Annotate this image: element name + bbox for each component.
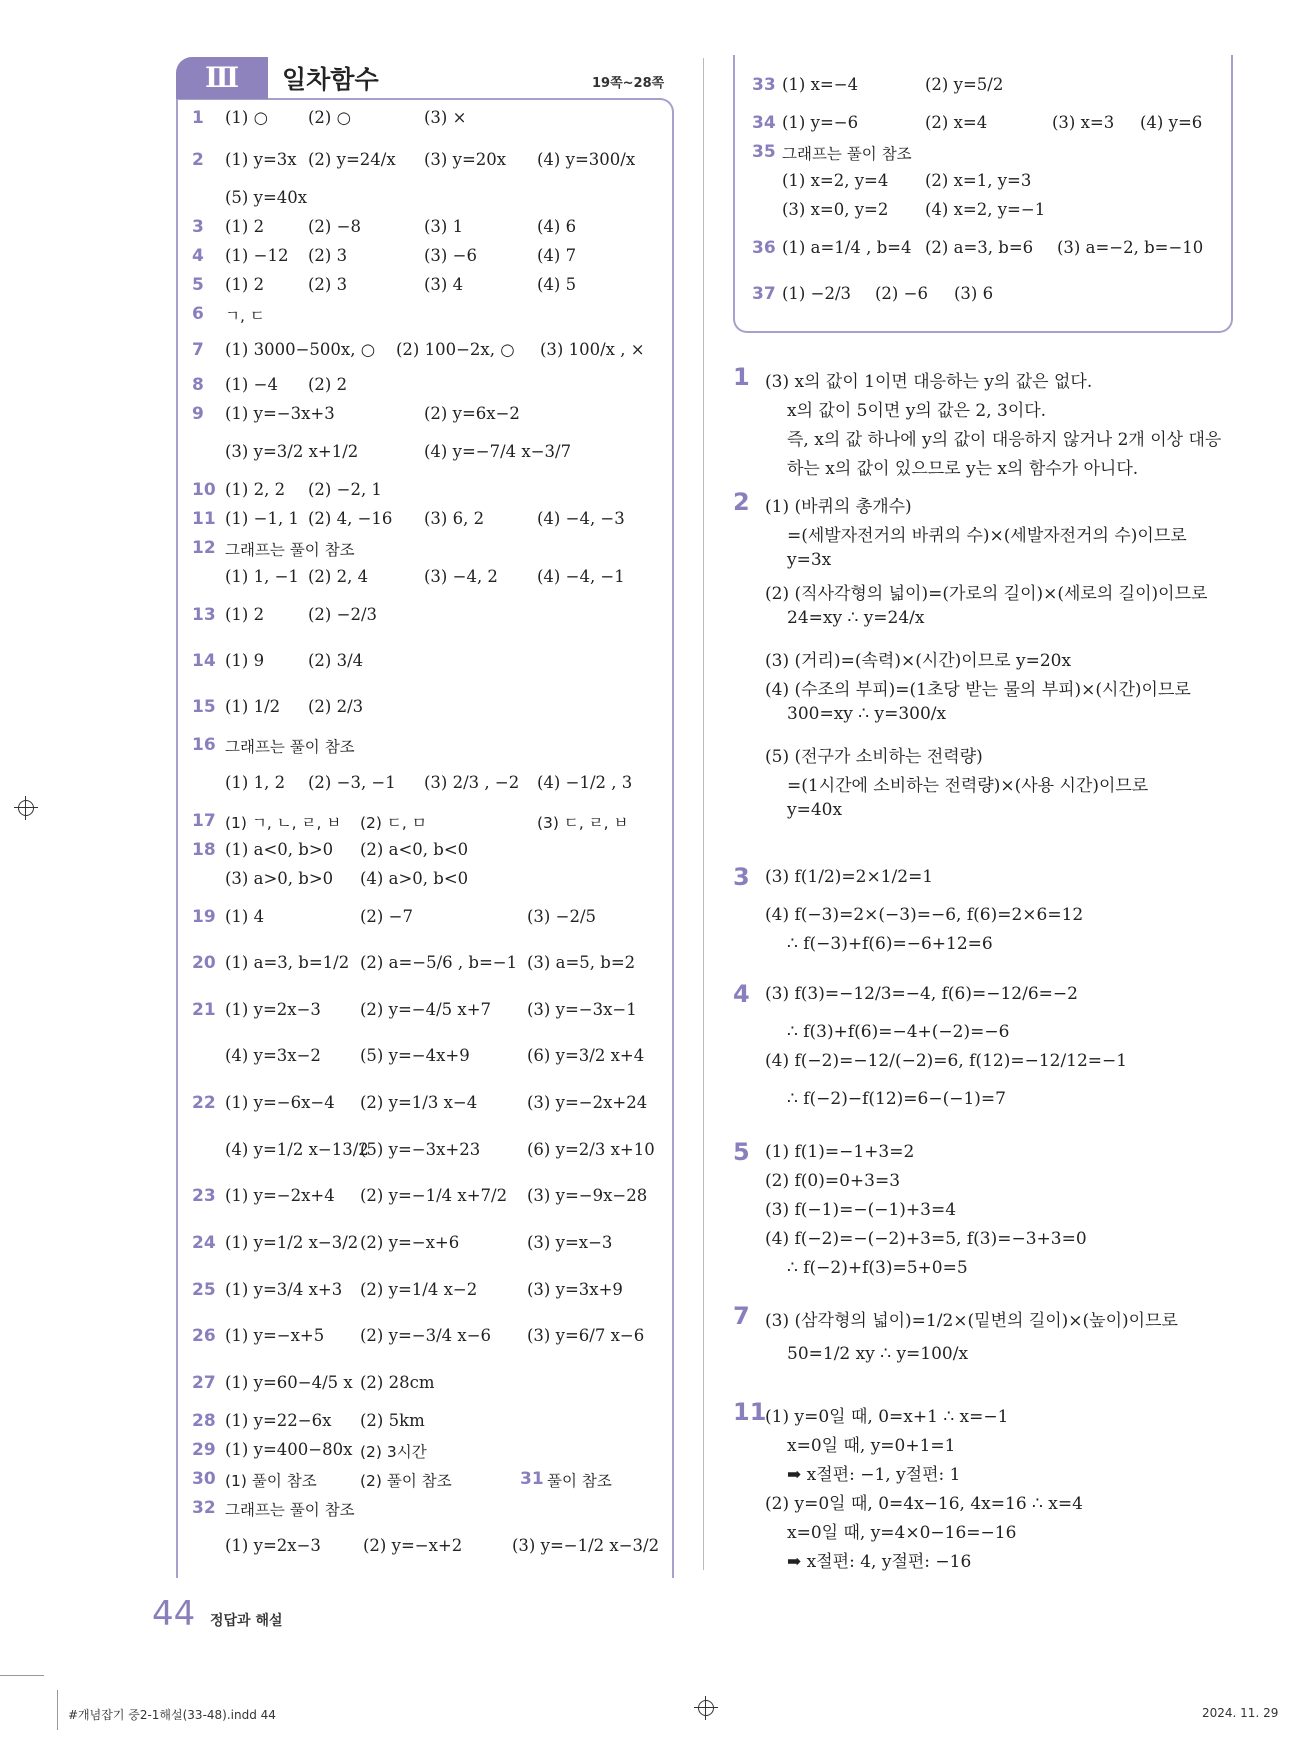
- answer-item: (3) 2/3 , −2: [424, 773, 520, 792]
- answer-item: (1) 9: [225, 651, 265, 670]
- answer-item: (4) −4, −1: [537, 567, 625, 586]
- answer-item: (3) y=−1/2 x−3/2: [512, 1536, 660, 1555]
- answer-number: 15: [192, 697, 216, 717]
- explanation-line: ➡ x절편: 4, y절편: −16: [787, 1552, 972, 1572]
- answer-item: (2) 2: [308, 375, 348, 394]
- answer-number: 22: [192, 1093, 216, 1113]
- answer-number: 35: [752, 142, 776, 162]
- explanation-line: ∴ f(−2)−f(12)=6−(−1)=7: [787, 1089, 1006, 1109]
- footer-label: 정답과 해설: [210, 1613, 283, 1629]
- answer-item: (2) y=−1/4 x+7/2: [360, 1186, 508, 1205]
- answer-item: (1) −4: [225, 375, 278, 394]
- answer-number: 31: [520, 1469, 544, 1489]
- explanation-line: (1) (바퀴의 총개수): [765, 497, 912, 517]
- answer-item: (1) 1, 2: [225, 773, 286, 792]
- answer-number: 2: [192, 150, 204, 170]
- section-title: 일차함수: [282, 65, 379, 94]
- answer-item: (1) y=−2x+4: [225, 1186, 335, 1205]
- answer-number: 4: [192, 246, 204, 266]
- answer-item: (4) y=1/2 x−13/2: [225, 1140, 369, 1159]
- answer-item: (2) 2/3: [308, 697, 364, 716]
- explanation-line: (4) (수조의 부피)=(1초당 받는 물의 부피)×(시간)이므로: [765, 680, 1191, 700]
- answer-item: (2) 5km: [360, 1411, 425, 1430]
- answer-number: 18: [192, 840, 216, 860]
- explanation-line: (3) f(1/2)=2×1/2=1: [765, 867, 934, 887]
- answer-item: 그래프는 풀이 참조: [225, 738, 355, 756]
- answer-item: (1) 1/2: [225, 697, 281, 716]
- explanation-line: (4) f(−2)=−(−2)+3=5, f(3)=−3+3=0: [765, 1229, 1087, 1249]
- answer-item: (1) y=−x+5: [225, 1326, 325, 1345]
- answer-number: 24: [192, 1233, 216, 1253]
- answer-item: (3) 4: [424, 275, 464, 294]
- explanation-line: (3) (거리)=(속력)×(시간)이므로 y=20x: [765, 651, 1072, 671]
- explanation-line: (3) (삼각형의 넓이)=1/2×(밑변의 길이)×(높이)이므로: [765, 1311, 1178, 1331]
- answer-number: 20: [192, 953, 216, 973]
- answer-item: (2) y=5/2: [925, 75, 1004, 94]
- explanation-number: 4: [733, 980, 750, 1008]
- answer-item: 그래프는 풀이 참조: [225, 1501, 355, 1519]
- answer-number: 21: [192, 1000, 216, 1020]
- answer-item: (4) a>0, b<0: [360, 869, 469, 888]
- answer-item: (3) 6: [954, 284, 994, 303]
- answer-item: (3) 6, 2: [424, 509, 485, 528]
- answer-item: (2) y=−4/5 x+7: [360, 1000, 492, 1019]
- answer-number: 17: [192, 811, 216, 831]
- answer-item: (3) y=x−3: [527, 1233, 613, 1252]
- answer-item: (3) y=−2x+24: [527, 1093, 648, 1112]
- answer-item: (2) x=1, y=3: [925, 171, 1032, 190]
- answer-item: (3) x=0, y=2: [782, 200, 889, 219]
- explanation-line: (3) x의 값이 1이면 대응하는 y의 값은 없다.: [765, 372, 1093, 392]
- answer-item: (1) 2, 2: [225, 480, 286, 499]
- explanation-line: (4) f(−3)=2×(−3)=−6, f(6)=2×6=12: [765, 905, 1084, 925]
- answer-item: (3) y=−3x−1: [527, 1000, 637, 1019]
- explanation-line: (1) f(1)=−1+3=2: [765, 1142, 915, 1162]
- explanation-number: 1: [733, 363, 750, 391]
- answer-item: (2) −3, −1: [308, 773, 396, 792]
- answer-number: 16: [192, 735, 216, 755]
- answer-item: (2) 3: [308, 275, 348, 294]
- explanation-number: 2: [733, 488, 750, 516]
- answer-item: (3) ×: [424, 108, 467, 127]
- explanation-line: (3) f(3)=−12/3=−4, f(6)=−12/6=−2: [765, 984, 1078, 1004]
- answer-item: (1) 2: [225, 275, 265, 294]
- answer-item: (3) a=−2, b=−10: [1057, 238, 1204, 257]
- print-date: 2024. 11. 29: [1202, 1706, 1279, 1720]
- explanation-line: ∴ f(−3)+f(6)=−6+12=6: [787, 934, 993, 954]
- answer-item: (5) y=−3x+23: [360, 1140, 481, 1159]
- answer-item: (1) 3000−500x, ○: [225, 340, 376, 359]
- answer-item: ㄱ, ㄷ: [225, 307, 265, 325]
- answer-item: (2) 100−2x, ○: [396, 340, 515, 359]
- answer-item: (1) y=3x: [225, 150, 297, 169]
- file-info: #개념잡기 중2-1해설(33-48).indd 44: [68, 1708, 276, 1722]
- answer-item: (3) −6: [424, 246, 477, 265]
- answer-number: 28: [192, 1411, 216, 1431]
- answer-item: (4) y=−7/4 x−3/7: [424, 442, 572, 461]
- answer-item: (2) −8: [308, 217, 361, 236]
- answer-item: (3) −2/5: [527, 907, 596, 926]
- answer-item: (4) 5: [537, 275, 577, 294]
- answer-number: 12: [192, 538, 216, 558]
- answer-item: (4) y=3x−2: [225, 1046, 321, 1065]
- answer-item: (2) ○: [308, 108, 352, 127]
- answer-item: (3) y=3x+9: [527, 1280, 623, 1299]
- answer-number: 27: [192, 1373, 216, 1393]
- answer-item: (2) 3: [308, 246, 348, 265]
- explanation-line: =(세발자전거의 바퀴의 수)×(세발자전거의 수)이므로: [787, 526, 1187, 546]
- explanation-line: 24=xy ∴ y=24/x: [787, 608, 925, 628]
- section-numeral: Ⅲ: [176, 57, 268, 99]
- answer-item: (4) −1/2 , 3: [537, 773, 633, 792]
- explanation-line: (5) (전구가 소비하는 전력량): [765, 747, 983, 767]
- answer-item: (1) y=2x−3: [225, 1000, 321, 1019]
- registration-mark-icon: [698, 1700, 714, 1716]
- explanation-line: x=0일 때, y=4×0−16=−16: [787, 1523, 1017, 1543]
- answer-number: 30: [192, 1469, 216, 1489]
- answer-item: (5) y=40x: [225, 188, 308, 207]
- explanation-number: 3: [733, 863, 750, 891]
- answer-item: (3) x=3: [1052, 113, 1115, 132]
- answer-number: 5: [192, 275, 204, 295]
- answer-number: 6: [192, 304, 204, 324]
- answer-item: (1) a<0, b>0: [225, 840, 334, 859]
- answer-number: 37: [752, 284, 776, 304]
- answer-number: 33: [752, 75, 776, 95]
- answer-item: (5) y=−4x+9: [360, 1046, 470, 1065]
- answer-item: (3) 1: [424, 217, 464, 236]
- answer-item: 그래프는 풀이 참조: [782, 145, 912, 163]
- answer-item: (2) y=6x−2: [424, 404, 520, 423]
- answer-number: 13: [192, 605, 216, 625]
- answer-number: 3: [192, 217, 204, 237]
- registration-mark-icon: [18, 800, 34, 816]
- answer-item: (2) 2, 4: [308, 567, 369, 586]
- explanation-line: 50=1/2 xy ∴ y=100/x: [787, 1344, 969, 1364]
- answer-number: 23: [192, 1186, 216, 1206]
- answer-item: (1) x=2, y=4: [782, 171, 889, 190]
- answer-item: 풀이 참조: [547, 1472, 612, 1490]
- answer-item: (2) 28cm: [360, 1373, 435, 1392]
- answer-item: (3) y=6/7 x−6: [527, 1326, 645, 1345]
- answer-item: (1) 1, −1: [225, 567, 299, 586]
- answer-item: (1) 4: [225, 907, 265, 926]
- answer-item: (3) y=−9x−28: [527, 1186, 648, 1205]
- explanation-line: ∴ f(−2)+f(3)=5+0=5: [787, 1258, 968, 1278]
- answer-item: (4) 7: [537, 246, 577, 265]
- answer-item: (1) ○: [225, 108, 269, 127]
- explanation-number: 11: [733, 1398, 767, 1426]
- answer-number: 34: [752, 113, 776, 133]
- answer-item: (1) ㄱ, ㄴ, ㄹ, ㅂ: [225, 814, 342, 832]
- answer-item: (3) ㄷ, ㄹ, ㅂ: [537, 814, 629, 832]
- answer-item: (4) −4, −3: [537, 509, 625, 528]
- explanation-line: (2) (직사각형의 넓이)=(가로의 길이)×(세로의 길이)이므로: [765, 584, 1208, 604]
- answer-item: (6) y=3/2 x+4: [527, 1046, 645, 1065]
- answer-item: (2) a=−5/6 , b=−1: [360, 953, 518, 972]
- answer-item: (2) 3시간: [360, 1443, 427, 1461]
- answer-number: 32: [192, 1498, 216, 1518]
- explanation-line: ∴ f(3)+f(6)=−4+(−2)=−6: [787, 1022, 1010, 1042]
- crop-mark: [57, 1690, 58, 1730]
- explanation-number: 5: [733, 1138, 750, 1166]
- explanation-line: (4) f(−2)=−12/(−2)=6, f(12)=−12/12=−1: [765, 1051, 1128, 1071]
- answer-item: (2) y=24/x: [308, 150, 396, 169]
- page-number: 44: [152, 1594, 196, 1634]
- answer-item: (1) y=60−4/5 x: [225, 1373, 353, 1392]
- answer-item: (2) 풀이 참조: [360, 1472, 452, 1490]
- explanation-line: y=3x: [787, 550, 832, 570]
- answer-item: (1) 2: [225, 605, 265, 624]
- answer-item: (3) −4, 2: [424, 567, 498, 586]
- explanation-line: (1) y=0일 때, 0=x+1 ∴ x=−1: [765, 1407, 1009, 1427]
- answer-number: 29: [192, 1440, 216, 1460]
- answer-item: (6) y=2/3 x+10: [527, 1140, 655, 1159]
- answer-item: (1) y=3/4 x+3: [225, 1280, 343, 1299]
- answer-number: 8: [192, 375, 204, 395]
- explanation-line: 하는 x의 값이 있으므로 y는 x의 함수가 아니다.: [787, 459, 1139, 479]
- explanation-line: y=40x: [787, 800, 843, 820]
- answer-item: (1) 풀이 참조: [225, 1472, 317, 1490]
- section-pages: 19쪽~28쪽: [592, 76, 665, 91]
- explanation-line: (2) y=0일 때, 0=4x−16, 4x=16 ∴ x=4: [765, 1494, 1083, 1514]
- answer-number: 19: [192, 907, 216, 927]
- explanation-line: 300=xy ∴ y=300/x: [787, 704, 947, 724]
- answer-item: (2) −2/3: [308, 605, 377, 624]
- answer-item: (2) 4, −16: [308, 509, 393, 528]
- explanation-line: x=0일 때, y=0+1=1: [787, 1436, 956, 1456]
- explanation-line: =(1시간에 소비하는 전력량)×(사용 시간)이므로: [787, 776, 1149, 796]
- answer-item: (1) x=−4: [782, 75, 859, 94]
- answer-item: (4) x=2, y=−1: [925, 200, 1046, 219]
- explanation-line: (3) f(−1)=−(−1)+3=4: [765, 1200, 957, 1220]
- explanation-line: (2) f(0)=0+3=3: [765, 1171, 901, 1191]
- explanation-line: x의 값이 5이면 y의 값은 2, 3이다.: [787, 401, 1047, 421]
- answer-item: (2) x=4: [925, 113, 988, 132]
- explanation-line: 즉, x의 값 하나에 y의 값이 대응하지 않거나 2개 이상 대응: [787, 430, 1222, 450]
- crop-mark: [0, 1675, 44, 1676]
- answer-item: (2) y=−x+2: [363, 1536, 463, 1555]
- answer-item: (1) y=22−6x: [225, 1411, 332, 1430]
- answer-item: (1) y=−6x−4: [225, 1093, 335, 1112]
- answer-number: 36: [752, 238, 776, 258]
- answer-item: (4) y=300/x: [537, 150, 636, 169]
- answer-item: (2) 3/4: [308, 651, 364, 670]
- answer-item: 그래프는 풀이 참조: [225, 541, 355, 559]
- answer-number: 14: [192, 651, 216, 671]
- answer-item: (2) −6: [875, 284, 928, 303]
- answer-item: (2) ㄷ, ㅁ: [360, 814, 427, 832]
- answer-item: (3) a>0, b>0: [225, 869, 334, 888]
- answer-item: (1) −12: [225, 246, 289, 265]
- answer-item: (1) y=400−80x: [225, 1440, 353, 1459]
- answer-number: 26: [192, 1326, 216, 1346]
- answer-item: (1) −1, 1: [225, 509, 299, 528]
- answer-item: (2) a=3, b=6: [925, 238, 1034, 257]
- answer-number: 25: [192, 1280, 216, 1300]
- answer-number: 9: [192, 404, 204, 424]
- answer-item: (4) y=6: [1140, 113, 1203, 132]
- answer-item: (1) y=1/2 x−3/2: [225, 1233, 359, 1252]
- answer-number: 10: [192, 480, 216, 500]
- answer-item: (1) −2/3: [782, 284, 851, 303]
- answer-item: (3) y=3/2 x+1/2: [225, 442, 359, 461]
- column-divider: [703, 58, 704, 1570]
- answer-item: (3) a=5, b=2: [527, 953, 636, 972]
- explanation-number: 7: [733, 1302, 750, 1330]
- answer-item: (4) 6: [537, 217, 577, 236]
- answer-number: 11: [192, 509, 216, 529]
- answer-item: (3) y=20x: [424, 150, 507, 169]
- answer-item: (2) −7: [360, 907, 413, 926]
- answer-number: 1: [192, 108, 204, 128]
- answer-item: (2) y=−3/4 x−6: [360, 1326, 492, 1345]
- answer-item: (2) −2, 1: [308, 480, 382, 499]
- answer-number: 7: [192, 340, 204, 360]
- explanation-line: ➡ x절편: −1, y절편: 1: [787, 1465, 961, 1485]
- answer-item: (1) a=3, b=1/2: [225, 953, 350, 972]
- answer-item: (2) y=1/4 x−2: [360, 1280, 478, 1299]
- answer-item: (1) 2: [225, 217, 265, 236]
- answer-item: (1) y=−6: [782, 113, 859, 132]
- answer-item: (1) a=1/4 , b=4: [782, 238, 912, 257]
- answer-item: (2) a<0, b<0: [360, 840, 469, 859]
- answer-item: (1) y=2x−3: [225, 1536, 321, 1555]
- answer-item: (3) 100/x , ×: [540, 340, 645, 359]
- answer-item: (1) y=−3x+3: [225, 404, 335, 423]
- answer-item: (2) y=1/3 x−4: [360, 1093, 478, 1112]
- answer-item: (2) y=−x+6: [360, 1233, 460, 1252]
